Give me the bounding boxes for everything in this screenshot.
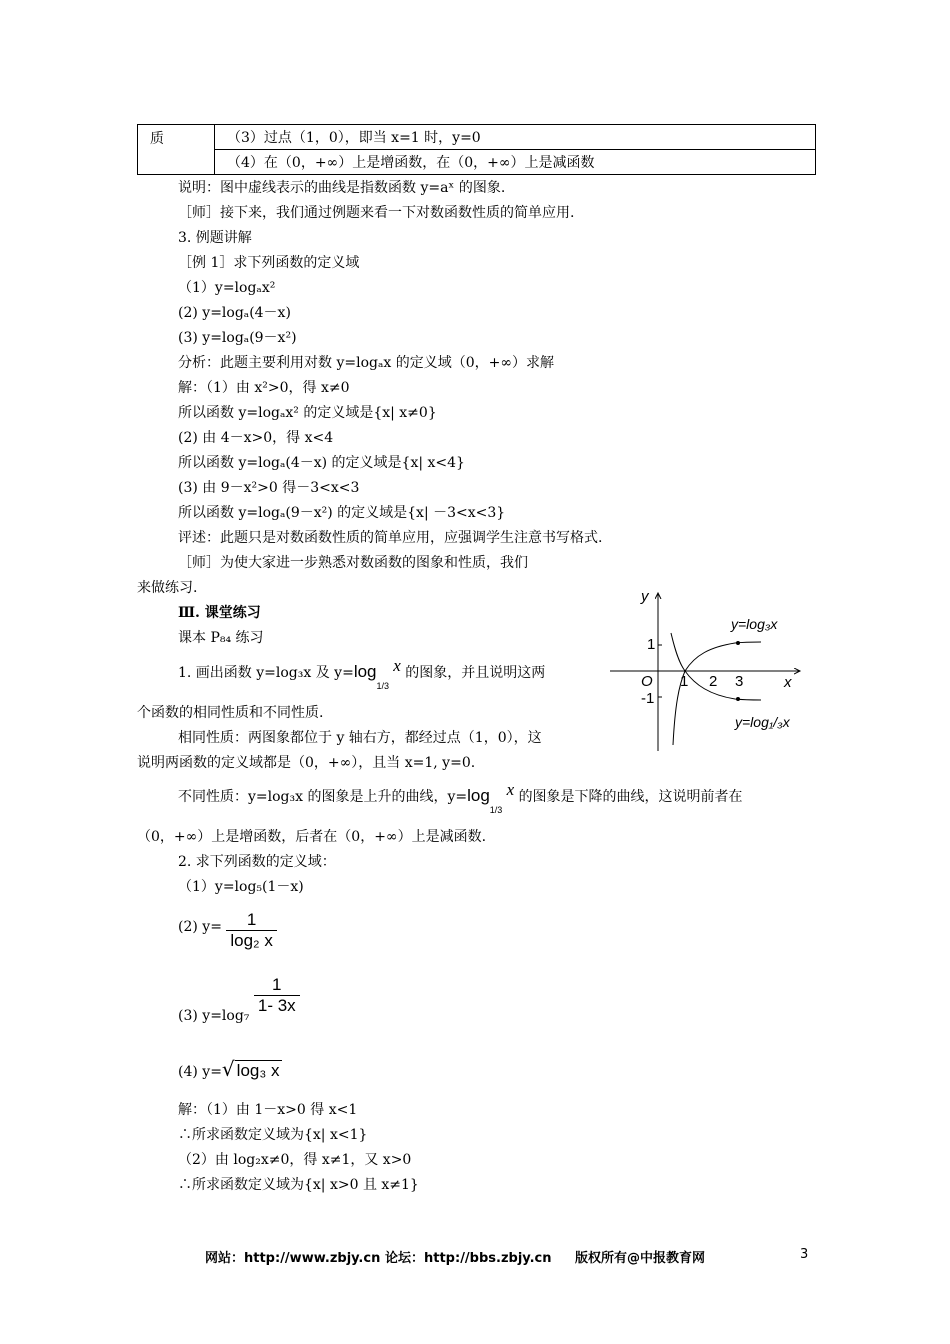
note-line: 说明：图中虚线表示的曲线是指数函数 y=aˣ 的图象. [178,180,506,196]
answer-2: （2）由 log₂x≠0，得 x≠1，又 x>0 [178,1152,412,1168]
exercise-2-item-1: （1）y=log₅(1－x) [178,879,304,895]
textbook-reference: 课本 P₈₄ 练习 [178,630,264,646]
teacher-line-1: ［师］接下来，我们通过例题来看一下对数函数性质的简单应用. [178,205,575,221]
answer-1-domain: ∴所求函数定义域为{x| x<1} [178,1127,368,1143]
footer-copyright: 版权所有@中报教育网 [575,1251,706,1266]
label-log-one-third-x: y=log₁/₃x [735,714,790,730]
diff-property: 不同性质：y=log₃x 的图象是上升的曲线，$y=\log_{1/3}$ x 的图象是下降的曲线，这说明前者在 [178,780,743,816]
footer-forum: 论坛：http://bbs.zbjy.cn [385,1251,552,1266]
comment-line: 评述：此题只是对数函数性质的简单应用，应强调学生注意书写格式. [178,530,603,546]
analysis-line: 分析：此题主要利用对数 y=logₐx 的定义域（0，+∞）求解 [178,355,555,371]
table-row-3: （3）过点（1，0），即当 x=1 时，y=0 [215,125,816,150]
log-function-graph [605,585,815,755]
section-heading-examples: 3. 例题讲解 [178,230,252,246]
exercise-1-part-b: 的图象，并且说明这两 [405,665,546,681]
same-property-cont: 说明两函数的定义域都是（0，+∞），且当 x=1, y=0. [137,755,476,771]
exercise-1 [178,656,546,692]
point-down-3 [736,697,740,701]
exercise-2-item-3: (3) y=log₇ $\frac{1}{1- 3x}$ [178,975,300,1016]
answer-1: 解：（1）由 1－x>0 得 x<1 [178,1102,358,1118]
page-number: 3 [800,1247,809,1262]
y-tick-1: 1 [647,636,656,653]
example-1-title: ［例 1］求下列函数的定义域 [178,255,360,271]
fraction-1-over-log2x: $\frac{1}{\text{log₂ x}}$ [226,910,277,951]
solution-2: (2) 由 4－x>0，得 x<4 [178,430,334,446]
example-1-item-2: (2) y=logₐ(4－x) [178,305,291,321]
example-1-item-1: （1）y=logₐx² [178,280,276,296]
solution-3-domain: 所以函数 y=logₐ(9－x²) 的定义域是{x| －3<x<3} [178,505,506,521]
diff-property-cont: （0，+∞）上是增函数，后者在（0，+∞）上是减函数. [137,829,487,845]
exercise-2: 2. 求下列函数的定义域： [178,854,336,870]
solution-1-domain: 所以函数 y=logₐx² 的定义域是{x| x≠0} [178,405,437,421]
solution-1: 解：（1）由 x²>0，得 x≠0 [178,380,350,396]
solution-3: (3) 由 9－x²>0 得－3<x<3 [178,480,360,496]
x-tick-1: 1 [680,673,689,690]
answer-2-domain: ∴所求函数定义域为{x| x>0 且 x≠1} [178,1177,419,1193]
label-log3x: y=log₃x [731,616,778,632]
log-one-third-b: $\log_{1/3} x$ [467,780,515,816]
y-tick-neg1: -1 [641,690,655,707]
exercise-1-cont: 个函数的相同性质和不同性质. [137,705,324,721]
exercise-2-item-2: (2) y= $\frac{1}{\text{log₂ x}}$ [178,910,277,951]
fraction-1-over-1-3x: $\frac{1}{1- 3x}$ [254,975,300,1016]
log-one-third-a: $\log_{1/3} x$ [353,656,401,692]
sqrt-log3x: log₃ x [236,1061,280,1080]
same-property: 相同性质：两图象都位于 y 轴右方，都经过点（1，0），这 [178,730,542,746]
teacher-line-2-cont: 来做练习. [137,580,198,596]
origin-label: O [641,673,653,690]
section-heading-practice: Ⅲ. 课堂练习 [178,605,261,621]
table-row-4: （4）在（0，+∞）上是增函数，在（0，+∞）上是减函数 [215,150,816,175]
exercise-1-part-a: 1. 画出函数 y=log₃x 及 y= [178,665,354,681]
teacher-line-2: ［师］为使大家进一步熟悉对数函数的图象和性质，我们 [178,555,528,571]
table-label: 质 [138,125,215,175]
x-tick-3: 3 [735,673,744,690]
x-axis-label: x [784,674,792,691]
exercise-2-item-4: (4) y=√ log₃ x [178,1057,280,1081]
example-1-item-3: (3) y=logₐ(9－x²) [178,330,297,346]
x-tick-2: 2 [709,673,718,690]
footer-site: 网站：http://www.zbjy.cn [205,1251,381,1266]
point-up-3 [736,641,740,645]
solution-2-domain: 所以函数 y=logₐ(4－x) 的定义域是{x| x<4} [178,455,465,471]
property-table [137,124,816,175]
y-axis-label: y [641,588,649,605]
